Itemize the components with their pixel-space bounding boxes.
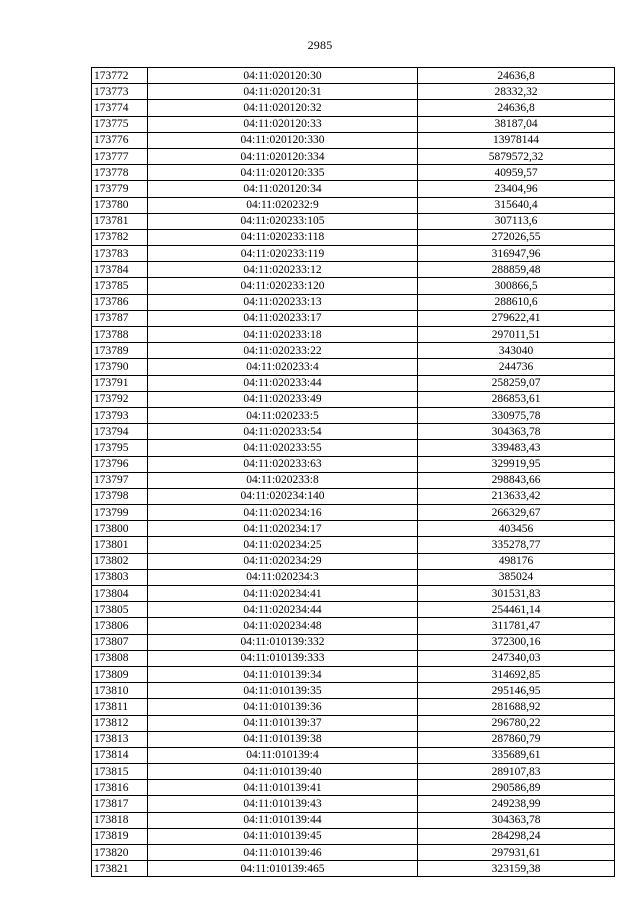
- cadastral-number-cell: 04:11:020233:119: [148, 246, 418, 262]
- cadastral-number-cell: 04:11:020234:29: [148, 553, 418, 569]
- cadastral-number-cell: 04:11:020233:18: [148, 327, 418, 343]
- row-number-cell: 173811: [92, 699, 148, 715]
- cadastral-value-cell: 301531,83: [418, 586, 615, 602]
- cadastral-number-cell: 04:11:020233:5: [148, 407, 418, 423]
- row-number-cell: 173781: [92, 213, 148, 229]
- table-row: [92, 148, 615, 164]
- cadastral-number-cell: 04:11:020233:44: [148, 375, 418, 391]
- table-row: [92, 229, 615, 245]
- row-number-cell: 173821: [92, 861, 148, 877]
- table-row: [92, 634, 615, 650]
- cadastral-value-cell: 281688,92: [418, 699, 615, 715]
- row-number-cell: 173797: [92, 472, 148, 488]
- table-row: [92, 132, 615, 148]
- cadastral-value-cell: 286853,61: [418, 391, 615, 407]
- cadastral-value-cell: 38187,04: [418, 116, 615, 132]
- cadastral-number-cell: 04:11:020233:22: [148, 343, 418, 359]
- row-number-cell: 173787: [92, 310, 148, 326]
- cadastral-value-cell: 272026,55: [418, 229, 615, 245]
- row-number-cell: 173807: [92, 634, 148, 650]
- cadastral-value-cell: 385024: [418, 569, 615, 585]
- row-number-cell: 173798: [92, 488, 148, 504]
- cadastral-number-cell: 04:11:010139:41: [148, 780, 418, 796]
- cadastral-value-cell: 339483,43: [418, 440, 615, 456]
- cadastral-number-cell: 04:11:020234:25: [148, 537, 418, 553]
- cadastral-number-cell: 04:11:020233:12: [148, 262, 418, 278]
- table-row: [92, 391, 615, 407]
- cadastral-value-cell: 23404,96: [418, 181, 615, 197]
- cadastral-value-cell: 28332,32: [418, 84, 615, 100]
- cadastral-number-cell: 04:11:010139:44: [148, 812, 418, 828]
- table-row: [92, 569, 615, 585]
- cadastral-value-cell: 335278,77: [418, 537, 615, 553]
- table-row: [92, 327, 615, 343]
- cadastral-value-cell: 266329,67: [418, 505, 615, 521]
- table-row: [92, 424, 615, 440]
- table-row: [92, 845, 615, 861]
- cadastral-number-cell: 04:11:020233:105: [148, 213, 418, 229]
- row-number-cell: 173772: [92, 68, 148, 84]
- table-row: [92, 553, 615, 569]
- table-row: [92, 262, 615, 278]
- page-number: 2985: [307, 38, 333, 52]
- cadastral-number-cell: 04:11:020234:48: [148, 618, 418, 634]
- cadastral-value-cell: 329919,95: [418, 456, 615, 472]
- cadastral-value-cell: 284298,24: [418, 828, 615, 844]
- row-number-cell: 173796: [92, 456, 148, 472]
- table-row: [92, 537, 615, 553]
- row-number-cell: 173801: [92, 537, 148, 553]
- cadastral-value-table: [91, 67, 615, 877]
- cadastral-number-cell: 04:11:020233:55: [148, 440, 418, 456]
- cadastral-value-cell: 403456: [418, 521, 615, 537]
- table-row: [92, 505, 615, 521]
- cadastral-value-cell: 258259,07: [418, 375, 615, 391]
- cadastral-value-cell: 296780,22: [418, 715, 615, 731]
- table-row: [92, 116, 615, 132]
- row-number-cell: 173784: [92, 262, 148, 278]
- row-number-cell: 173774: [92, 100, 148, 116]
- cadastral-number-cell: 04:11:020233:54: [148, 424, 418, 440]
- row-number-cell: 173794: [92, 424, 148, 440]
- cadastral-value-cell: 40959,57: [418, 165, 615, 181]
- table-row: [92, 278, 615, 294]
- row-number-cell: 173806: [92, 618, 148, 634]
- cadastral-value-cell: 5879572,32: [418, 148, 615, 164]
- row-number-cell: 173777: [92, 148, 148, 164]
- table-row: [92, 407, 615, 423]
- row-number-cell: 173803: [92, 569, 148, 585]
- cadastral-number-cell: 04:11:020234:140: [148, 488, 418, 504]
- table-row: [92, 812, 615, 828]
- cadastral-value-cell: 249238,99: [418, 796, 615, 812]
- table-row: [92, 586, 615, 602]
- cadastral-number-cell: 04:11:020120:31: [148, 84, 418, 100]
- cadastral-number-cell: 04:11:010139:465: [148, 861, 418, 877]
- cadastral-value-cell: 323159,38: [418, 861, 615, 877]
- cadastral-value-cell: 289107,83: [418, 764, 615, 780]
- cadastral-value-cell: 314692,85: [418, 666, 615, 682]
- cadastral-value-cell: 300866,5: [418, 278, 615, 294]
- cadastral-value-cell: 307113,6: [418, 213, 615, 229]
- cadastral-value-cell: 315640,4: [418, 197, 615, 213]
- table-row: [92, 84, 615, 100]
- cadastral-value-cell: 254461,14: [418, 602, 615, 618]
- cadastral-value-cell: 498176: [418, 553, 615, 569]
- table-row: [92, 472, 615, 488]
- cadastral-value-cell: 244736: [418, 359, 615, 375]
- cadastral-value-cell: 288859,48: [418, 262, 615, 278]
- cadastral-value-cell: 311781,47: [418, 618, 615, 634]
- cadastral-number-cell: 04:11:020234:17: [148, 521, 418, 537]
- cadastral-value-cell: 24636,8: [418, 68, 615, 84]
- table-body: [92, 68, 615, 877]
- cadastral-number-cell: 04:11:010139:36: [148, 699, 418, 715]
- row-number-cell: 173813: [92, 731, 148, 747]
- cadastral-value-cell: 316947,96: [418, 246, 615, 262]
- cadastral-number-cell: 04:11:020233:13: [148, 294, 418, 310]
- table-row: [92, 456, 615, 472]
- table-row: [92, 294, 615, 310]
- table-row: [92, 666, 615, 682]
- cadastral-value-cell: 330975,78: [418, 407, 615, 423]
- cadastral-number-cell: 04:11:010139:332: [148, 634, 418, 650]
- cadastral-number-cell: 04:11:020120:33: [148, 116, 418, 132]
- table-row: [92, 375, 615, 391]
- cadastral-number-cell: 04:11:020232:9: [148, 197, 418, 213]
- table-row: [92, 246, 615, 262]
- cadastral-value-cell: 304363,78: [418, 812, 615, 828]
- table-row: [92, 68, 615, 84]
- table-row: [92, 650, 615, 666]
- row-number-cell: 173790: [92, 359, 148, 375]
- row-number-cell: 173788: [92, 327, 148, 343]
- cadastral-number-cell: 04:11:010139:43: [148, 796, 418, 812]
- row-number-cell: 173786: [92, 294, 148, 310]
- table-row: [92, 488, 615, 504]
- row-number-cell: 173792: [92, 391, 148, 407]
- table-row: [92, 181, 615, 197]
- cadastral-number-cell: 04:11:020233:120: [148, 278, 418, 294]
- cadastral-value-cell: 279622,41: [418, 310, 615, 326]
- cadastral-number-cell: 04:11:010139:333: [148, 650, 418, 666]
- cadastral-value-cell: 13978144: [418, 132, 615, 148]
- row-number-cell: 173812: [92, 715, 148, 731]
- row-number-cell: 173795: [92, 440, 148, 456]
- cadastral-number-cell: 04:11:010139:40: [148, 764, 418, 780]
- cadastral-value-cell: 335689,61: [418, 747, 615, 763]
- row-number-cell: 173805: [92, 602, 148, 618]
- cadastral-number-cell: 04:11:020234:44: [148, 602, 418, 618]
- row-number-cell: 173816: [92, 780, 148, 796]
- row-number-cell: 173818: [92, 812, 148, 828]
- table-row: [92, 796, 615, 812]
- cadastral-number-cell: 04:11:020120:330: [148, 132, 418, 148]
- cadastral-number-cell: 04:11:020120:334: [148, 148, 418, 164]
- cadastral-value-cell: 213633,42: [418, 488, 615, 504]
- table-row: [92, 683, 615, 699]
- cadastral-number-cell: 04:11:020120:34: [148, 181, 418, 197]
- row-number-cell: 173782: [92, 229, 148, 245]
- table-row: [92, 440, 615, 456]
- table-row: [92, 521, 615, 537]
- table-row: [92, 213, 615, 229]
- cadastral-number-cell: 04:11:010139:46: [148, 845, 418, 861]
- cadastral-value-cell: 372300,16: [418, 634, 615, 650]
- row-number-cell: 173814: [92, 747, 148, 763]
- cadastral-value-cell: 297011,51: [418, 327, 615, 343]
- table-row: [92, 861, 615, 877]
- row-number-cell: 173820: [92, 845, 148, 861]
- cadastral-value-cell: 298843,66: [418, 472, 615, 488]
- cadastral-number-cell: 04:11:020234:16: [148, 505, 418, 521]
- row-number-cell: 173783: [92, 246, 148, 262]
- table-row: [92, 343, 615, 359]
- row-number-cell: 173773: [92, 84, 148, 100]
- table-row: [92, 197, 615, 213]
- table-row: [92, 310, 615, 326]
- cadastral-number-cell: 04:11:020120:32: [148, 100, 418, 116]
- table-row: [92, 699, 615, 715]
- cadastral-number-cell: 04:11:020120:30: [148, 68, 418, 84]
- row-number-cell: 173808: [92, 650, 148, 666]
- table-row: [92, 747, 615, 763]
- row-number-cell: 173809: [92, 666, 148, 682]
- cadastral-number-cell: 04:11:010139:45: [148, 828, 418, 844]
- row-number-cell: 173780: [92, 197, 148, 213]
- row-number-cell: 173802: [92, 553, 148, 569]
- cadastral-value-cell: 297931,61: [418, 845, 615, 861]
- row-number-cell: 173785: [92, 278, 148, 294]
- cadastral-number-cell: 04:11:020234:3: [148, 569, 418, 585]
- row-number-cell: 173799: [92, 505, 148, 521]
- table-row: [92, 100, 615, 116]
- cadastral-number-cell: 04:11:020233:49: [148, 391, 418, 407]
- table-row: [92, 731, 615, 747]
- cadastral-number-cell: 04:11:020233:118: [148, 229, 418, 245]
- row-number-cell: 173815: [92, 764, 148, 780]
- row-number-cell: 173819: [92, 828, 148, 844]
- row-number-cell: 173804: [92, 586, 148, 602]
- row-number-cell: 173789: [92, 343, 148, 359]
- cadastral-number-cell: 04:11:010139:38: [148, 731, 418, 747]
- row-number-cell: 173791: [92, 375, 148, 391]
- cadastral-number-cell: 04:11:020233:8: [148, 472, 418, 488]
- cadastral-number-cell: 04:11:020120:335: [148, 165, 418, 181]
- row-number-cell: 173776: [92, 132, 148, 148]
- cadastral-value-cell: 290586,89: [418, 780, 615, 796]
- cadastral-number-cell: 04:11:010139:37: [148, 715, 418, 731]
- table-row: [92, 165, 615, 181]
- cadastral-number-cell: 04:11:010139:4: [148, 747, 418, 763]
- cadastral-value-cell: 343040: [418, 343, 615, 359]
- cadastral-value-cell: 287860,79: [418, 731, 615, 747]
- cadastral-number-cell: 04:11:010139:34: [148, 666, 418, 682]
- cadastral-number-cell: 04:11:020234:41: [148, 586, 418, 602]
- cadastral-number-cell: 04:11:010139:35: [148, 683, 418, 699]
- cadastral-value-cell: 288610,6: [418, 294, 615, 310]
- table-row: [92, 780, 615, 796]
- cadastral-number-cell: 04:11:020233:63: [148, 456, 418, 472]
- cadastral-value-cell: 24636,8: [418, 100, 615, 116]
- row-number-cell: 173817: [92, 796, 148, 812]
- row-number-cell: 173810: [92, 683, 148, 699]
- row-number-cell: 173793: [92, 407, 148, 423]
- row-number-cell: 173778: [92, 165, 148, 181]
- table-row: [92, 764, 615, 780]
- row-number-cell: 173775: [92, 116, 148, 132]
- cadastral-value-cell: 304363,78: [418, 424, 615, 440]
- cadastral-value-cell: 247340,03: [418, 650, 615, 666]
- table-row: [92, 602, 615, 618]
- row-number-cell: 173800: [92, 521, 148, 537]
- cadastral-value-cell: 295146,95: [418, 683, 615, 699]
- cadastral-number-cell: 04:11:020233:4: [148, 359, 418, 375]
- table-row: [92, 618, 615, 634]
- table-row: [92, 828, 615, 844]
- row-number-cell: 173779: [92, 181, 148, 197]
- cadastral-number-cell: 04:11:020233:17: [148, 310, 418, 326]
- table-row: [92, 359, 615, 375]
- table-row: [92, 715, 615, 731]
